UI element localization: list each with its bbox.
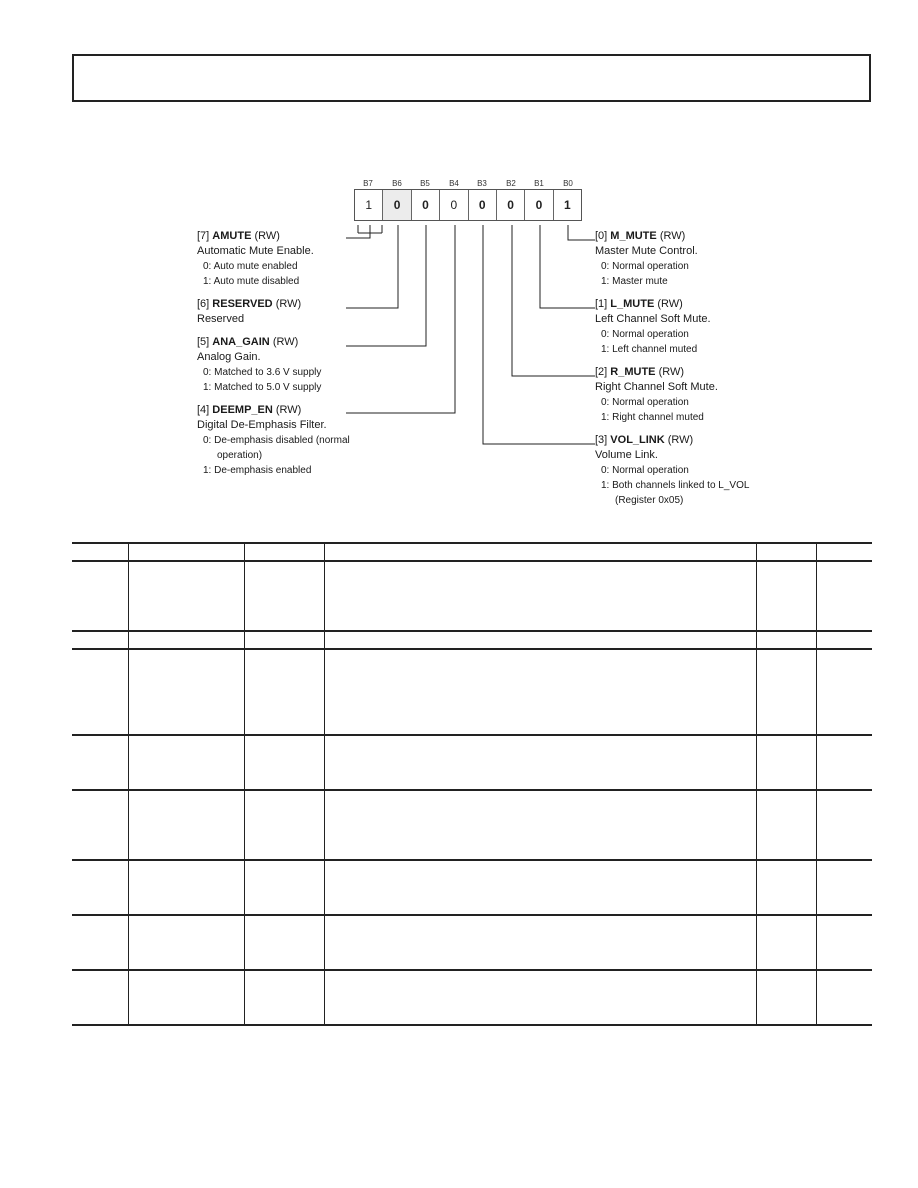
bit-header-b7: B7 bbox=[363, 179, 373, 188]
field-description: Left Channel Soft Mute. bbox=[595, 313, 711, 325]
bit-value-b5: 0 bbox=[412, 190, 440, 220]
bit-value-b3: 0 bbox=[469, 190, 497, 220]
table-header-row bbox=[72, 543, 872, 561]
table-header-cell bbox=[324, 543, 756, 561]
field-r-mute bbox=[595, 365, 718, 425]
field-option: 1: De-emphasis enabled bbox=[203, 465, 312, 476]
bit-header-b0: B0 bbox=[563, 179, 573, 188]
field-description: Reserved bbox=[197, 313, 245, 325]
field-index: [0] bbox=[595, 230, 608, 242]
field-option: 0: Normal operation bbox=[601, 329, 689, 340]
field-name: L_MUTE bbox=[610, 298, 655, 310]
table-header-cell bbox=[128, 543, 244, 561]
field-index: [6] bbox=[197, 298, 210, 310]
bit-value-b4: 0 bbox=[440, 190, 468, 220]
field-description: Automatic Mute Enable. bbox=[197, 245, 314, 257]
bit-header-b5: B5 bbox=[420, 179, 430, 188]
bit-header-b3: B3 bbox=[477, 179, 487, 188]
field-description: Digital De-Emphasis Filter. bbox=[197, 419, 327, 431]
field-ana-gain bbox=[197, 335, 321, 395]
field-access: (RW) bbox=[667, 434, 694, 446]
bit-header-b4: B4 bbox=[449, 179, 459, 188]
leader-b0 bbox=[568, 225, 595, 240]
field-l-mute bbox=[595, 297, 711, 357]
field-name: ANA_GAIN bbox=[212, 336, 270, 348]
field-description: Analog Gain. bbox=[197, 351, 261, 363]
field-index: [1] bbox=[595, 298, 608, 310]
table-row bbox=[72, 631, 872, 649]
field-option: 1: Both channels linked to L_VOL (Register 0x05) bbox=[601, 480, 750, 506]
field-index: [5] bbox=[197, 336, 210, 348]
field-access: (RW) bbox=[272, 336, 299, 348]
field-option: 1: Left channel muted bbox=[601, 344, 698, 355]
table-header-cell bbox=[816, 543, 872, 561]
field-index: [3] bbox=[595, 434, 608, 446]
bit-value-b6: 0 bbox=[383, 190, 411, 220]
field-description: Right Channel Soft Mute. bbox=[595, 381, 718, 393]
field-access: (RW) bbox=[275, 298, 302, 310]
bit-value-b0: 1 bbox=[563, 198, 571, 212]
field-option: 0: Auto mute enabled bbox=[203, 261, 298, 272]
field-vol-link bbox=[595, 433, 775, 508]
table-row bbox=[72, 860, 872, 915]
field-option: 1: Auto mute disabled bbox=[203, 276, 300, 287]
field-option: 0: Normal operation bbox=[601, 465, 689, 476]
bit-value-b2: 0 bbox=[497, 190, 525, 220]
field-option: 1: Matched to 5.0 V supply bbox=[203, 382, 322, 393]
leader-b6 bbox=[346, 225, 398, 308]
field-index: [7] bbox=[197, 230, 210, 242]
register-table bbox=[72, 542, 872, 1026]
field-access: (RW) bbox=[658, 366, 685, 378]
leader-b3 bbox=[483, 225, 595, 444]
bit-value-b7: 1 bbox=[355, 190, 383, 220]
bit-header-b2: B2 bbox=[506, 179, 516, 188]
field-access: (RW) bbox=[275, 404, 302, 416]
bit-header-b1: B1 bbox=[534, 179, 544, 188]
field-description: Master Mute Control. bbox=[595, 245, 698, 257]
field-name: VOL_LINK bbox=[610, 434, 665, 446]
field-reserved bbox=[197, 297, 301, 327]
field-index: [2] bbox=[595, 366, 608, 378]
leader-b2 bbox=[512, 225, 595, 376]
table-header-cell bbox=[244, 543, 324, 561]
leader-b5 bbox=[346, 225, 426, 346]
field-option: 1: Right channel muted bbox=[601, 412, 704, 423]
field-option: 0: Matched to 3.6 V supply bbox=[203, 367, 322, 378]
field-description: Volume Link. bbox=[595, 449, 658, 461]
field-access: (RW) bbox=[254, 230, 280, 242]
field-name: R_MUTE bbox=[610, 366, 656, 378]
table-header-cell bbox=[72, 543, 128, 561]
field-name: RESERVED bbox=[212, 298, 273, 310]
field-name: AMUTE bbox=[212, 230, 252, 242]
table-row bbox=[72, 915, 872, 970]
field-option: 0: Normal operation bbox=[601, 397, 689, 408]
table-row bbox=[72, 790, 872, 860]
table-row bbox=[72, 735, 872, 790]
field-access: (RW) bbox=[657, 298, 683, 310]
field-name: M_MUTE bbox=[610, 230, 657, 242]
table-row bbox=[72, 970, 872, 1025]
field-amute bbox=[197, 229, 314, 289]
table-row bbox=[72, 649, 872, 735]
bit-value-b1: 0 bbox=[525, 190, 553, 220]
bit-header-b6: B6 bbox=[392, 179, 402, 188]
table-row bbox=[72, 561, 872, 631]
field-m-mute bbox=[595, 229, 698, 289]
table-header-cell bbox=[756, 543, 816, 561]
field-index: [4] bbox=[197, 404, 210, 416]
field-access: (RW) bbox=[659, 230, 686, 242]
field-option: 1: Master mute bbox=[601, 276, 668, 287]
leader-b7 bbox=[346, 225, 382, 238]
leader-b4 bbox=[346, 225, 455, 413]
field-option: 0: Normal operation bbox=[601, 261, 689, 272]
field-name: DEEMP_EN bbox=[212, 404, 273, 416]
field-option: 0: De-emphasis disabled (normal operation) bbox=[203, 435, 350, 461]
field-deemp-en bbox=[197, 403, 367, 478]
